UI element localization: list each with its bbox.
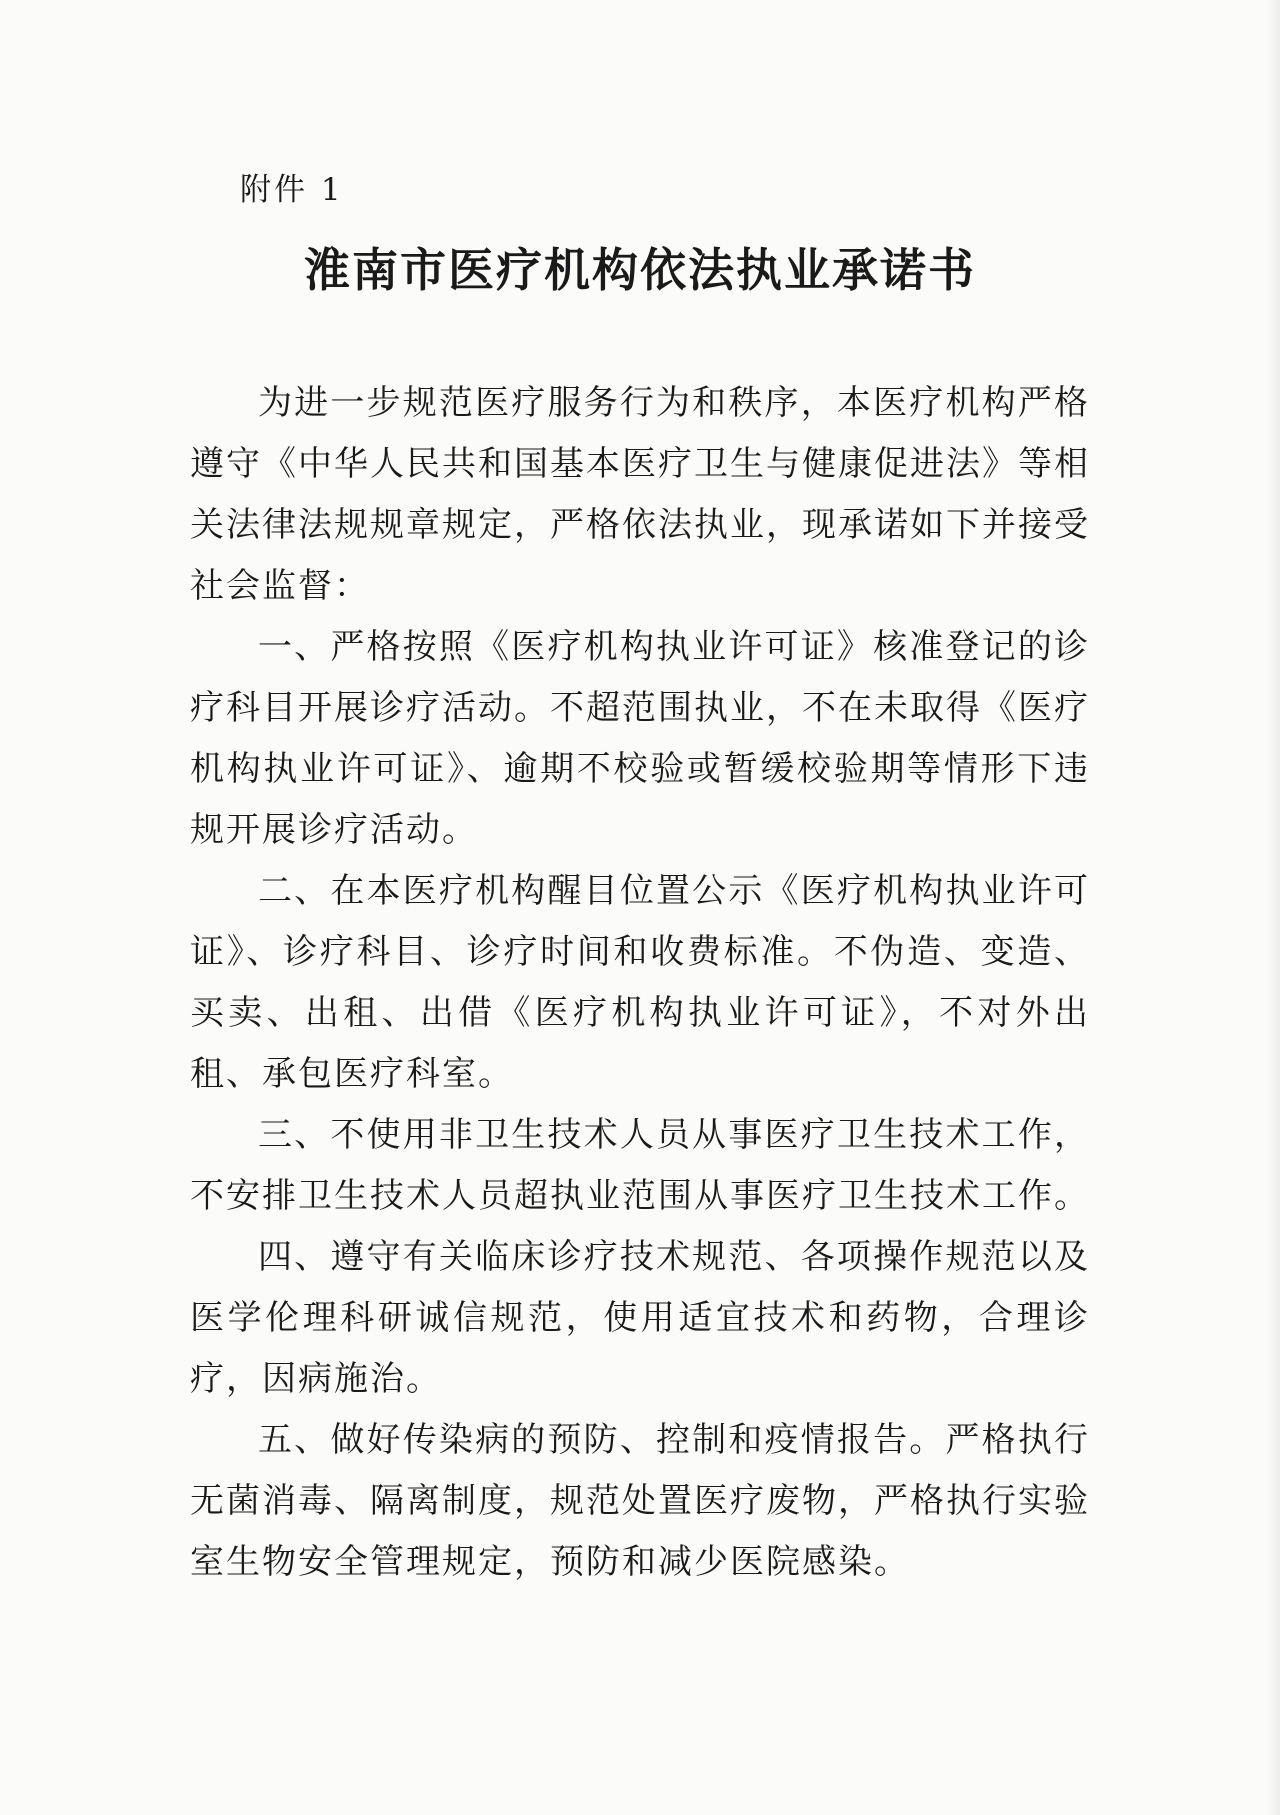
attachment-label: 附件 1: [240, 172, 344, 208]
document-body: [190, 373, 1090, 1593]
paragraph-item-1: 一、严格按照《医疗机构执业许可证》核准登记的诊疗科目开展诊疗活动。不超范围执业，不在未取得《医疗机构执业许可证》、逾期不校验或暂缓校验期等情形下违规开展诊疗活动。: [190, 627, 1090, 850]
paragraph-item-2: 二、在本医疗机构醒目位置公示《医疗机构执业许可证》、诊疗科目、诊疗时间和收费标准。不伪造、变造、买卖、出租、出借《医疗机构执业许可证》，不对外出租、承包医疗科室。: [190, 871, 1090, 1094]
document-title: 淮南市医疗机构依法执业承诺书: [304, 243, 976, 297]
paragraph-intro: 为进一步规范医疗服务行为和秩序，本医疗机构严格遵守《中华人民共和国基本医疗卫生与健康促进法》等相关法律法规规章规定，严格依法执业，现承诺如下并接受社会监督：: [190, 383, 1090, 606]
paragraph-item-4: 四、遵守有关临床诊疗技术规范、各项操作规范以及医学伦理科研诚信规范，使用适宜技术和药物，合理诊疗，因病施治。: [190, 1237, 1090, 1399]
paragraph-item-5: 五、做好传染病的预防、控制和疫情报告。严格执行无菌消毒、隔离制度，规范处置医疗废物，严格执行实验室生物安全管理规定，预防和减少医院感染。: [190, 1420, 1090, 1582]
paragraph-item-3: 三、不使用非卫生技术人员从事医疗卫生技术工作，不安排卫生技术人员超执业范围从事医疗卫生技术工作。: [190, 1115, 1090, 1216]
